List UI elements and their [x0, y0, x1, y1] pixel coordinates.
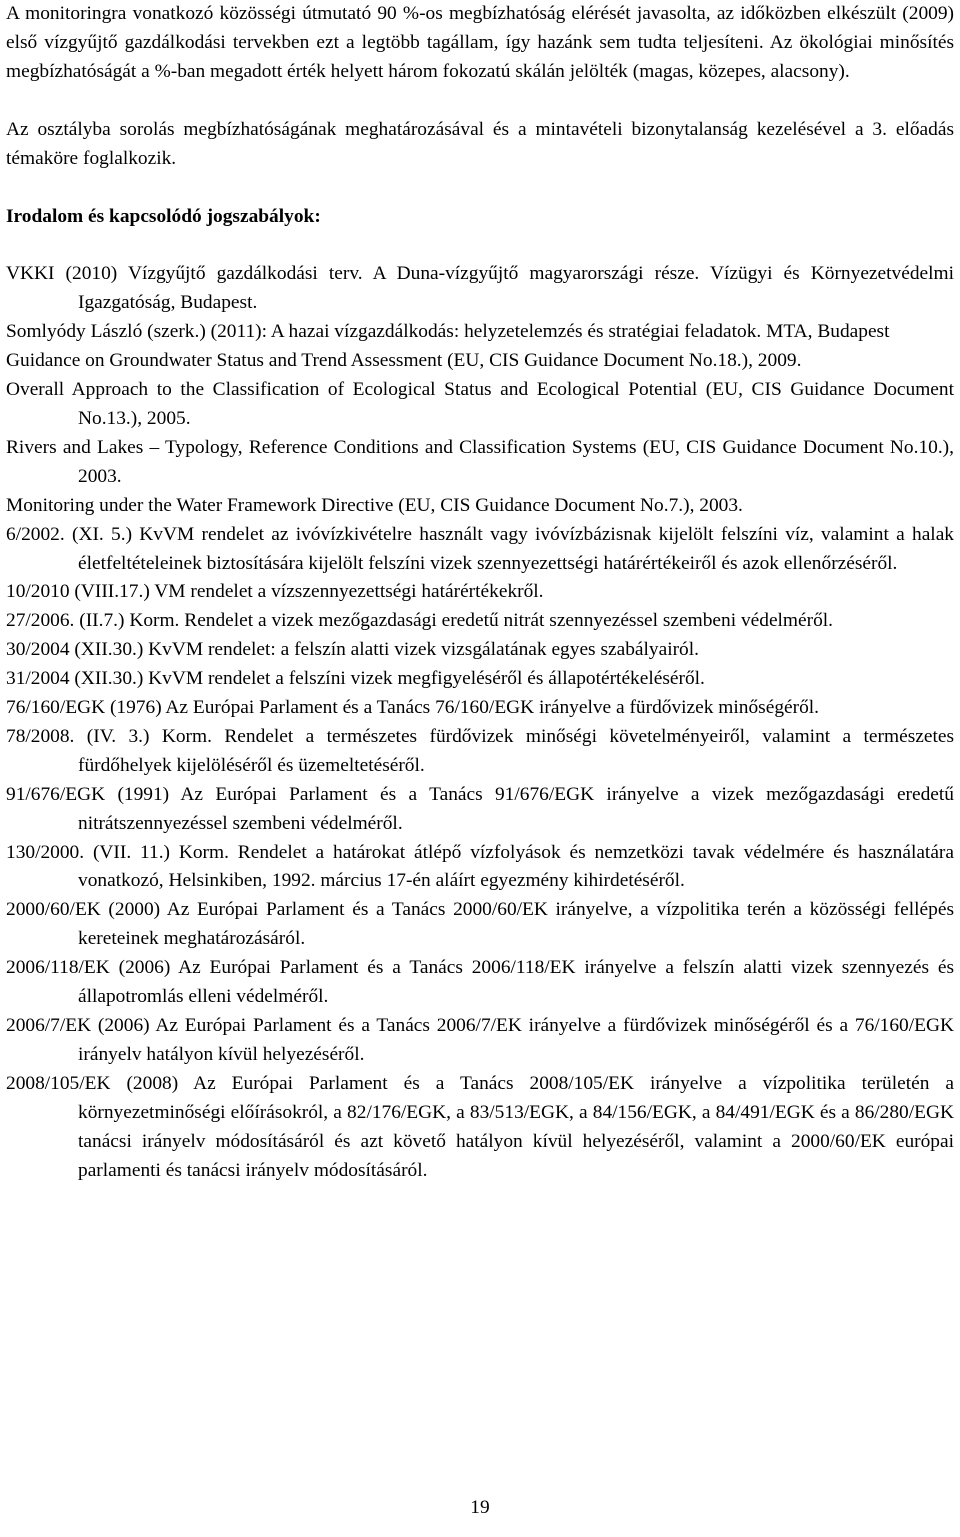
- reference-item: VKKI (2010) Vízgyűjtő gazdálkodási terv. A Duna-vízgyűjtő magyarországi része. Vízügyi és Környezetvédelmi Igazgatóság, Budapest.: [6, 263, 954, 314]
- body-paragraph: A monitoringra vonatkozó közösségi útmutató 90 %-os megbízhatóság elérését javasolta, az időközben elkészült (2009) első vízgyűjtő gazdálkodási tervekben ezt a legtöbb tagállam, így hazánk sem tudta teljesíteni. Az ökológiai minősítés megbízhatóságát a %-ban megadott érték helyett három fokozatú skálán jelölték (magas, közepes, alacsony).: [6, 3, 954, 82]
- page-number: 19: [470, 1497, 490, 1518]
- body-paragraph: Az osztályba sorolás megbízhatóságának meghatározásával és a mintavételi bizonytalanság kezelésével a 3. előadás témaköre foglalkozik.: [6, 118, 954, 169]
- reference-item: Overall Approach to the Classification of Ecological Status and Ecological Potential (EU, CIS Guidance Document No.13.), 2005.: [6, 379, 954, 429]
- reference-item: 2008/105/EK (2008) Az Európai Parlament és a Tanács 2008/105/EK irányelve a vízpolitika területén a környezetminőségi előírásokról, a 82/176/EGK, a 83/513/EGK, a 84/156/EGK, a 84/491/EGK és a 86/280/EGK tanácsi irányelv módosításáról és azt követő hatályon kívül helyezéséről, valamint a 2000/60/EK európai parlamenti és tanácsi irányelv módosításáról.: [6, 1072, 954, 1181]
- reference-item: 6/2002. (XI. 5.) KvVM rendelet az ivóvízkivételre használt vagy ivóvízbázisnak kijelölt felszíni víz, valamint a halak életfeltételeinek biztosítására kijelölt felszíni vizek szennyezettségi határértékeiről és azok ellenőrzéséről.: [6, 523, 954, 574]
- reference-item: Rivers and Lakes – Typology, Reference Conditions and Classification Systems (EU, CIS Guidance Document No.10.), 2003.: [6, 436, 954, 487]
- reference-item: 78/2008. (IV. 3.) Korm. Rendelet a természetes fürdővizek minőségi követelményeiről, valamint a természetes fürdőhelyek kijelöléséről és üzemeltetéséről.: [6, 725, 954, 776]
- reference-item: 76/160/EGK (1976) Az Európai Parlament és a Tanács 76/160/EGK irányelve a fürdővizek minőségéről.: [6, 697, 820, 719]
- reference-item: 10/2010 (VIII.17.) VM rendelet a vízszennyezettségi határértékekről.: [6, 581, 544, 603]
- reference-item: 2006/118/EK (2006) Az Európai Parlament és a Tanács 2006/118/EK irányelve a felszín alatti vizek szennyezés és állapotromlás elleni védelméről.: [6, 957, 954, 1008]
- reference-item: 130/2000. (VII. 11.) Korm. Rendelet a határokat átlépő vízfolyások és nemzetközi tavak védelmére és használatára vonatkozó, Helsinkiben, 1992. március 17-én aláírt egyezmény kihirdetéséről.: [6, 841, 954, 892]
- reference-item: 27/2006. (II.7.) Korm. Rendelet a vizek mezőgazdasági eredetű nitrát szennyezéssel szembeni védelméről.: [6, 610, 834, 632]
- reference-item: Monitoring under the Water Framework Directive (EU, CIS Guidance Document No.7.), 2003.: [6, 494, 743, 516]
- reference-item: 31/2004 (XII.30.) KvVM rendelet a felszíni vizek megfigyeléséről és állapotértékeléséről.: [6, 668, 705, 690]
- reference-item: Guidance on Groundwater Status and Trend Assessment (EU, CIS Guidance Document No.18.), 2009.: [6, 350, 802, 372]
- document-page: [6, 0, 954, 1185]
- references-heading: Irodalom és kapcsolódó jogszabályok:: [6, 205, 321, 227]
- reference-item: 91/676/EGK (1991) Az Európai Parlament és a Tanács 91/676/EGK irányelve a vizek mezőgazdasági eredetű nitrátszennyezéssel szembeni védelméről.: [6, 783, 954, 834]
- reference-item: 30/2004 (XII.30.) KvVM rendelet: a felszín alatti vizek vizsgálatának egyes szabályairól.: [6, 639, 699, 661]
- references-list: [6, 260, 954, 1185]
- reference-item: Somlyódy László (szerk.) (2011): A hazai vízgazdálkodás: helyzetelemzés és stratégiai feladatok. MTA, Budapest: [6, 321, 890, 343]
- reference-item: 2000/60/EK (2000) Az Európai Parlament és a Tanács 2000/60/EK irányelve, a vízpolitika terén a közösségi fellépés kereteinek meghatározásáról.: [6, 899, 954, 950]
- reference-item: 2006/7/EK (2006) Az Európai Parlament és a Tanács 2006/7/EK irányelve a fürdővizek minőségéről és a 76/160/EGK irányelv hatályon kívül helyezéséről.: [6, 1015, 954, 1065]
